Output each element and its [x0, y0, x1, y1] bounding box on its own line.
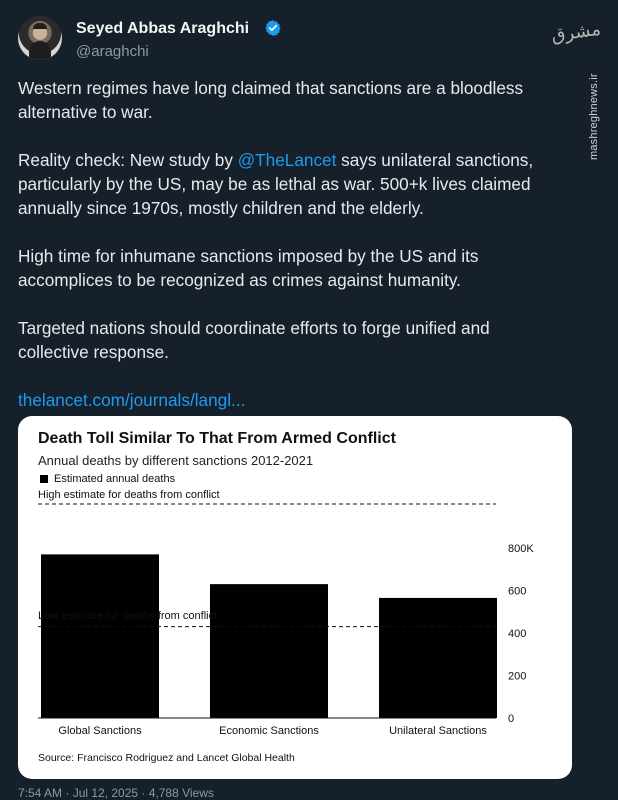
x-tick-label: Unilateral Sanctions [389, 725, 487, 737]
lancet-article-link[interactable]: thelancet.com/journals/langl... [18, 390, 246, 410]
high-estimate-label: High estimate for deaths from conflict [38, 489, 220, 501]
legend-label: Estimated annual deaths [54, 473, 176, 485]
y-tick-label: 400 [508, 628, 527, 640]
chart-source: Source: Francisco Rodriguez and Lancet Global Health [38, 752, 295, 764]
low-estimate-label: Low estimate for deaths from conflict [38, 610, 218, 622]
sanctions-bar-chart [18, 416, 572, 779]
bar-unilateral-sanctions [379, 598, 497, 718]
tweet-paragraph-1 [18, 76, 563, 124]
tweet-header [18, 16, 538, 66]
tweet-paragraph-2 [18, 148, 563, 220]
x-tick-label: Economic Sanctions [219, 725, 319, 737]
lancet-mention-link[interactable]: @TheLancet [237, 150, 337, 170]
chart-title: Death Toll Similar To That From Armed Conflict [38, 430, 396, 447]
x-tick-label: Global Sanctions [58, 725, 142, 737]
tweet-footer-partial: 7:54 AM · Jul 12, 2025 · 4,788 Views [18, 786, 214, 800]
y-tick-label: 200 [508, 670, 527, 683]
chart-subtitle: Annual deaths by different sanctions 2012-2021 [38, 453, 314, 468]
author-name[interactable]: Seyed Abbas Araghchi [76, 20, 250, 37]
tweet-body [18, 76, 563, 436]
paragraph-2-text-end: says unilateral sanctions, particularly by the US, may be as lethal as war. 500+k lives claimed annually since 1970s, mostly children and the elderly. [18, 150, 534, 218]
bar-economic-sanctions [210, 584, 328, 718]
y-tick-label: 600 [508, 585, 527, 598]
paragraph-4-text: Targeted nations should coordinate efforts to forge unified and collective response. [18, 318, 490, 362]
legend-swatch [40, 475, 48, 483]
tweet-paragraph-3 [18, 244, 563, 292]
paragraph-3-text: High time for inhumane sanctions imposed by the US and its accomplices to be recognized as crimes against humanity. [18, 246, 479, 290]
chart-card[interactable] [18, 416, 572, 779]
tweet-paragraph-4 [18, 316, 563, 364]
y-tick-label: 800K [508, 543, 534, 555]
mashregh-logo-text: مشرق [549, 18, 603, 46]
paragraph-1-text: Western regimes have long claimed that sanctions are a bloodless alternative to war. [18, 78, 524, 122]
watermark-url: mashreghnews.ir [588, 73, 600, 160]
author-avatar[interactable] [18, 16, 62, 60]
bar-global-sanctions [41, 554, 159, 718]
chart-legend [40, 473, 175, 485]
author-handle[interactable]: @araghchi [76, 43, 149, 60]
y-tick-label: 0 [508, 713, 515, 725]
verified-badge-icon [264, 19, 282, 37]
paragraph-2-text-start: Reality check: New study by [18, 150, 238, 170]
tweet-link-paragraph [18, 388, 563, 412]
